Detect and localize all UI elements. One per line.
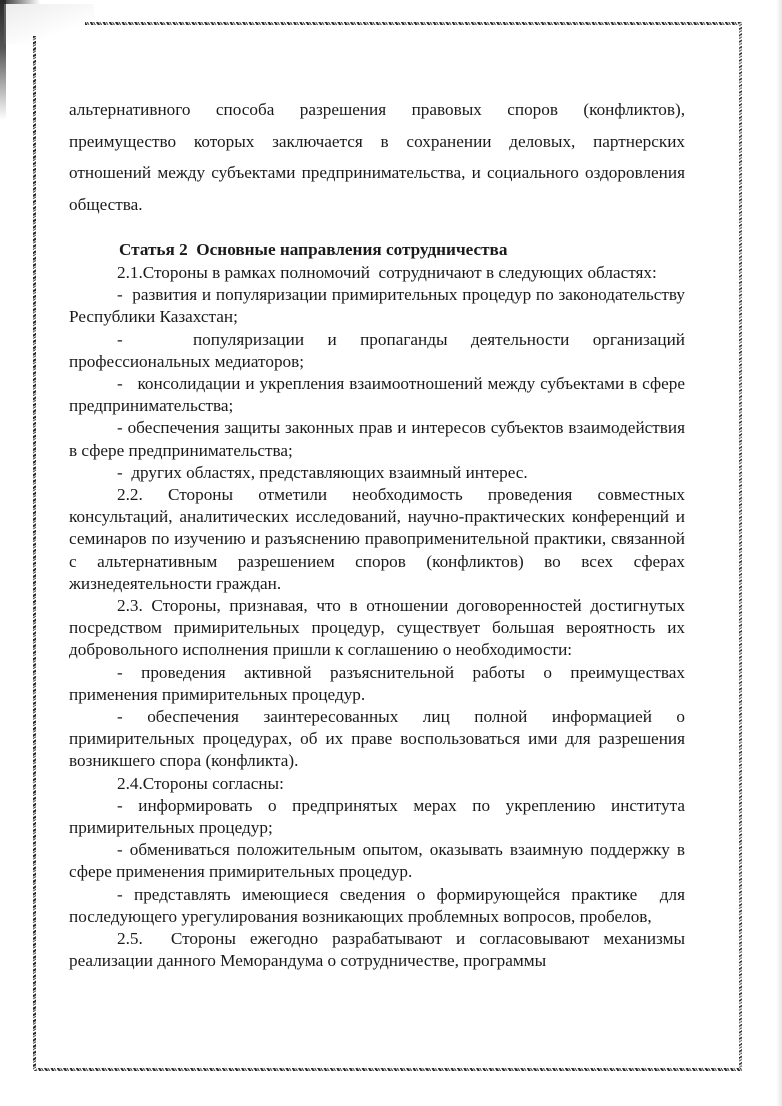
border-top (85, 22, 742, 25)
border-right (739, 22, 742, 1071)
clause-2-5: 2.5. Стороны ежегодно разрабатывают и согласовывают механизмы реализации данного Меморандума о сотрудничестве, программы (69, 929, 690, 971)
border-bottom (33, 1068, 742, 1071)
intro-paragraph (69, 94, 685, 220)
list-item: - обеспечения защиты законных прав и интересов субъектов взаимодействия в сфере предпринимательства; (69, 418, 690, 460)
list-item: - обмениваться положительным опытом, оказывать взаимную поддержку в сфере применения примирительных процедур. (69, 840, 690, 882)
list-item: - представлять имеющиеся сведения о формирующейся практике для последующего урегулирования возникающих проблемных вопросов, пробелов, (69, 884, 690, 926)
list-item: - популяризации и пропаганды деятельности организаций профессиональных медиаторов; (69, 329, 690, 371)
article-heading: Статья 2 Основные направления сотрудничества (119, 240, 508, 259)
list-item: - информировать о предпринятых мерах по укреплению института примирительных процедур; (69, 795, 690, 838)
clause-2-3: 2.3. Стороны, признавая, что в отношении договоренностей достигнутых посредством примирительных процедур, существует большая вероятность их добровольного исполнения пришли к соглашению о необходимости: (69, 596, 690, 660)
list-item: - консолидации и укрепления взаимоотношений между субъектами в сфере предпринимательства; (69, 374, 690, 416)
clause-2-4: 2.4.Стороны согласны: (117, 773, 284, 793)
list-item: - обеспечения заинтересованных лиц полной информацией о примирительных процедурах, об их праве воспользоваться ими для разрешения возникшего спора (конфликта). (69, 707, 690, 771)
document-body (69, 94, 690, 973)
list-item: - развития и популяризации примирительных процедур по законодательству Республики Казахстан; (69, 285, 690, 327)
clause-2-1: 2.1.Стороны в рамках полномочий сотрудничают в следующих областях: (117, 263, 657, 282)
border-left (33, 36, 36, 1071)
clause-2-2: 2.2. Стороны отметили необходимость проведения совместных консультаций, аналитических исследований, научно-практических конференций и семинаров по изучению и разъяснению правоприменительной практики, связанной с альтернативным разрешением споров (конфликтов) во всех сферах жизнедеятельности граждан. (69, 485, 690, 593)
list-item: - проведения активной разъяснительной работы о преимуществах применения примирительных процедур. (69, 662, 690, 704)
intro-text: альтернативного способа разрешения правовых споров (конфликтов), преимущество которых заключается в сохранении деловых, партнерских отношений между субъектами предпринимательства, и социального оздоровления общества. (69, 100, 685, 214)
article-paragraphs (69, 262, 690, 973)
scan-right-edge (776, 0, 782, 1106)
list-item: - других областях, представляющих взаимный интерес. (117, 462, 528, 482)
